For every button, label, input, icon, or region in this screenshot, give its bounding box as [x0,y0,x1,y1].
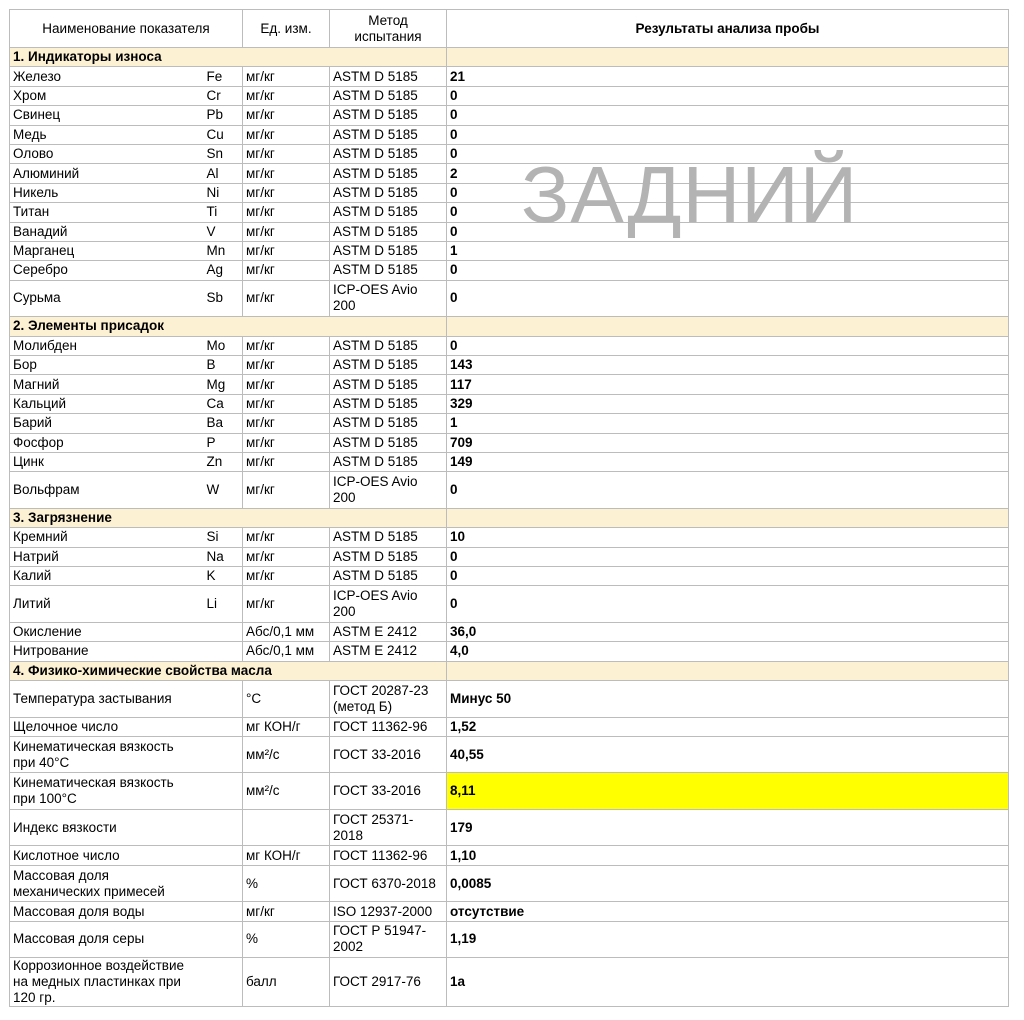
method-cell: ASTM D 5185 [330,355,447,374]
indicator-name: Окисление [10,622,203,641]
result-value: 0 [447,106,1009,125]
unit-cell: мг/кг [243,414,330,433]
method-cell: ASTM D 5185 [330,106,447,125]
unit-cell: мг/кг [243,472,330,509]
table-row [10,433,1009,452]
unit-cell: мг/кг [243,86,330,105]
table-row [10,736,1009,773]
indicator-name: Коррозионное воздействие на медных пластинках при 120 гр. [10,958,203,1007]
indicator-name: Кислотное число [10,846,203,865]
result-value: 0 [447,472,1009,509]
method-cell: ГОСТ 11362-96 [330,846,447,865]
unit-cell: мг/кг [243,67,330,86]
element-symbol [203,921,243,958]
result-value: 1а [447,958,1009,1007]
element-symbol [203,809,243,846]
header-result: Результаты анализа пробы [447,10,1009,48]
element-symbol: V [203,222,243,241]
result-value: 0 [447,336,1009,355]
element-symbol: B [203,355,243,374]
table-row [10,280,1009,317]
unit-cell: мг/кг [243,203,330,222]
element-symbol: Si [203,528,243,547]
watermark-text: ЗАДНИЙ [521,150,859,239]
table-row [10,528,1009,547]
table-row [10,846,1009,865]
table-row [10,164,1009,183]
method-cell: ASTM D 5185 [330,452,447,471]
element-symbol: Fe [203,67,243,86]
section-result-cell [447,317,1009,336]
element-symbol [203,642,243,661]
indicator-name: Железо [10,67,203,86]
indicator-name: Цинк [10,452,203,471]
element-symbol [203,773,243,810]
table-row [10,414,1009,433]
table-row [10,394,1009,413]
table-row [10,67,1009,86]
indicator-name: Молибден [10,336,203,355]
header-unit: Ед. изм. [243,10,330,48]
table-row [10,809,1009,846]
indicator-name: Бор [10,355,203,374]
indicator-name: Хром [10,86,203,105]
table-row [10,472,1009,509]
element-symbol: Na [203,547,243,566]
indicator-name: Фосфор [10,433,203,452]
indicator-name: Массовая доля воды [10,902,203,921]
element-symbol [203,622,243,641]
result-value: 10 [447,528,1009,547]
unit-cell: мг/кг [243,125,330,144]
method-cell: ГОСТ 2917-76 [330,958,447,1007]
indicator-name: Титан [10,203,203,222]
method-cell: ICP-OES Avio 200 [330,280,447,317]
unit-cell: % [243,921,330,958]
method-cell: ASTM D 5185 [330,394,447,413]
result-value: 1,10 [447,846,1009,865]
table-row [10,144,1009,163]
table-row [10,681,1009,718]
unit-cell: Абс/0,1 мм [243,642,330,661]
element-symbol [203,902,243,921]
indicator-name: Индекс вязкости [10,809,203,846]
unit-cell: мг/кг [243,528,330,547]
method-cell: ASTM D 5185 [330,164,447,183]
element-symbol [203,865,243,902]
unit-cell: мг/кг [243,394,330,413]
unit-cell: мм²/с [243,773,330,810]
indicator-name: Массовая доля механических примесей [10,865,203,902]
result-value: 1,19 [447,921,1009,958]
result-value: Минус 50 [447,681,1009,718]
result-value: 0 [447,261,1009,280]
element-symbol: Sn [203,144,243,163]
table-row [10,452,1009,471]
result-value: 329 [447,394,1009,413]
table-row [10,921,1009,958]
result-value: 179 [447,809,1009,846]
table-row [10,642,1009,661]
method-cell: ICP-OES Avio 200 [330,586,447,623]
table-body [10,48,1009,1007]
indicator-name: Олово [10,144,203,163]
result-value: 709 [447,433,1009,452]
unit-cell: °C [243,681,330,718]
table-row [10,222,1009,241]
method-cell: ASTM D 5185 [330,222,447,241]
result-value: 1,52 [447,717,1009,736]
method-cell: ASTM D 5185 [330,125,447,144]
method-cell: ASTM D 5185 [330,183,447,202]
unit-cell: % [243,865,330,902]
unit-cell: мм²/с [243,736,330,773]
table-row [10,717,1009,736]
method-cell: ASTM D 5185 [330,433,447,452]
method-cell: ASTM D 5185 [330,67,447,86]
unit-cell: мг/кг [243,241,330,260]
result-value: 0 [447,183,1009,202]
section-title: 3. Загрязнение [10,508,447,527]
unit-cell: мг/кг [243,566,330,585]
result-value: отсутствие [447,902,1009,921]
section-result-cell [447,508,1009,527]
result-value: 8,11 [447,773,1009,810]
indicator-name: Медь [10,125,203,144]
element-symbol: K [203,566,243,585]
element-symbol: Cr [203,86,243,105]
section-header [10,48,1009,67]
indicator-name: Марганец [10,241,203,260]
section-title: 2. Элементы присадок [10,317,447,336]
header-row [10,10,1009,48]
table-row [10,622,1009,641]
element-symbol: Cu [203,125,243,144]
element-symbol: Ag [203,261,243,280]
unit-cell: Абс/0,1 мм [243,622,330,641]
method-cell: ГОСТ 25371-2018 [330,809,447,846]
indicator-name: Свинец [10,106,203,125]
element-symbol: Ca [203,394,243,413]
element-symbol [203,958,243,1007]
unit-cell: мг КОН/г [243,846,330,865]
result-value: 2 [447,164,1009,183]
result-value: 0 [447,86,1009,105]
element-symbol [203,717,243,736]
table-row [10,547,1009,566]
result-value: 149 [447,452,1009,471]
indicator-name: Калий [10,566,203,585]
element-symbol: Zn [203,452,243,471]
section-title: 4. Физико-химические свойства масла [10,661,447,680]
method-cell: ASTM D 5185 [330,528,447,547]
result-value: 0 [447,203,1009,222]
element-symbol: Al [203,164,243,183]
section-header [10,317,1009,336]
table-row [10,958,1009,1007]
table-row [10,203,1009,222]
result-value: 0 [447,144,1009,163]
table-row [10,86,1009,105]
element-symbol: Ba [203,414,243,433]
unit-cell [243,809,330,846]
indicator-name: Вольфрам [10,472,203,509]
indicator-name: Литий [10,586,203,623]
indicator-name: Нитрование [10,642,203,661]
result-value: 36,0 [447,622,1009,641]
table-row [10,106,1009,125]
method-cell: ГОСТ 33-2016 [330,736,447,773]
element-symbol: Pb [203,106,243,125]
indicator-name: Кальций [10,394,203,413]
unit-cell: мг/кг [243,222,330,241]
result-value: 117 [447,375,1009,394]
method-cell: ASTM D 5185 [330,144,447,163]
method-cell: ASTM D 5185 [330,241,447,260]
result-value: 21 [447,67,1009,86]
unit-cell: мг/кг [243,902,330,921]
header-name: Наименование показателя [10,10,243,48]
result-value: 40,55 [447,736,1009,773]
table-row [10,183,1009,202]
method-cell: ASTM E 2412 [330,642,447,661]
section-result-cell [447,48,1009,67]
element-symbol: P [203,433,243,452]
analysis-table [9,9,1009,1007]
indicator-name: Барий [10,414,203,433]
method-cell: ICP-OES Avio 200 [330,472,447,509]
indicator-name: Никель [10,183,203,202]
method-cell: ASTM D 5185 [330,547,447,566]
element-symbol [203,681,243,718]
element-symbol: Ni [203,183,243,202]
method-cell: ASTM D 5185 [330,566,447,585]
method-cell: ГОСТ 6370-2018 [330,865,447,902]
method-cell: ASTM E 2412 [330,622,447,641]
unit-cell: мг/кг [243,336,330,355]
section-title: 1. Индикаторы износа [10,48,447,67]
table-row [10,241,1009,260]
method-cell: ASTM D 5185 [330,203,447,222]
unit-cell: мг/кг [243,452,330,471]
unit-cell: мг/кг [243,375,330,394]
indicator-name: Температура застывания [10,681,203,718]
element-symbol: W [203,472,243,509]
result-value: 0 [447,125,1009,144]
section-result-cell [447,661,1009,680]
method-cell: ASTM D 5185 [330,375,447,394]
indicator-name: Магний [10,375,203,394]
element-symbol: Ti [203,203,243,222]
element-symbol: Sb [203,280,243,317]
unit-cell: мг КОН/г [243,717,330,736]
section-header [10,508,1009,527]
indicator-name: Кинематическая вязкость при 40°C [10,736,203,773]
unit-cell: мг/кг [243,547,330,566]
unit-cell: мг/кг [243,144,330,163]
result-value: 0 [447,222,1009,241]
result-value: 0 [447,566,1009,585]
result-value: 1 [447,241,1009,260]
indicator-name: Серебро [10,261,203,280]
table-row [10,902,1009,921]
indicator-name: Ванадий [10,222,203,241]
indicator-name: Сурьма [10,280,203,317]
method-cell: ASTM D 5185 [330,261,447,280]
method-cell: ASTM D 5185 [330,414,447,433]
section-header [10,661,1009,680]
indicator-name: Натрий [10,547,203,566]
result-value: 0 [447,586,1009,623]
table-row [10,125,1009,144]
unit-cell: мг/кг [243,280,330,317]
table-row [10,865,1009,902]
unit-cell: мг/кг [243,183,330,202]
unit-cell: мг/кг [243,586,330,623]
indicator-name: Щелочное число [10,717,203,736]
result-value: 0 [447,280,1009,317]
table-row [10,355,1009,374]
element-symbol: Mo [203,336,243,355]
method-cell: ISO 12937-2000 [330,902,447,921]
table-row [10,261,1009,280]
unit-cell: мг/кг [243,164,330,183]
indicator-name: Алюминий [10,164,203,183]
indicator-name: Массовая доля серы [10,921,203,958]
method-cell: ГОСТ Р 51947-2002 [330,921,447,958]
table-row [10,375,1009,394]
unit-cell: мг/кг [243,355,330,374]
element-symbol: Li [203,586,243,623]
element-symbol: Mn [203,241,243,260]
table-row [10,586,1009,623]
result-value: 143 [447,355,1009,374]
unit-cell: мг/кг [243,106,330,125]
element-symbol [203,846,243,865]
element-symbol: Mg [203,375,243,394]
result-value: 0,0085 [447,865,1009,902]
table-row [10,566,1009,585]
method-cell: ГОСТ 20287-23 (метод Б) [330,681,447,718]
header-method: Метод испытания [330,10,447,48]
result-value: 1 [447,414,1009,433]
method-cell: ГОСТ 11362-96 [330,717,447,736]
method-cell: ГОСТ 33-2016 [330,773,447,810]
method-cell: ASTM D 5185 [330,86,447,105]
unit-cell: мг/кг [243,261,330,280]
unit-cell: балл [243,958,330,1007]
result-value: 4,0 [447,642,1009,661]
indicator-name: Кремний [10,528,203,547]
method-cell: ASTM D 5185 [330,336,447,355]
element-symbol [203,736,243,773]
result-value: 0 [447,547,1009,566]
indicator-name: Кинематическая вязкость при 100°C [10,773,203,810]
unit-cell: мг/кг [243,433,330,452]
table-row [10,773,1009,810]
table-row [10,336,1009,355]
